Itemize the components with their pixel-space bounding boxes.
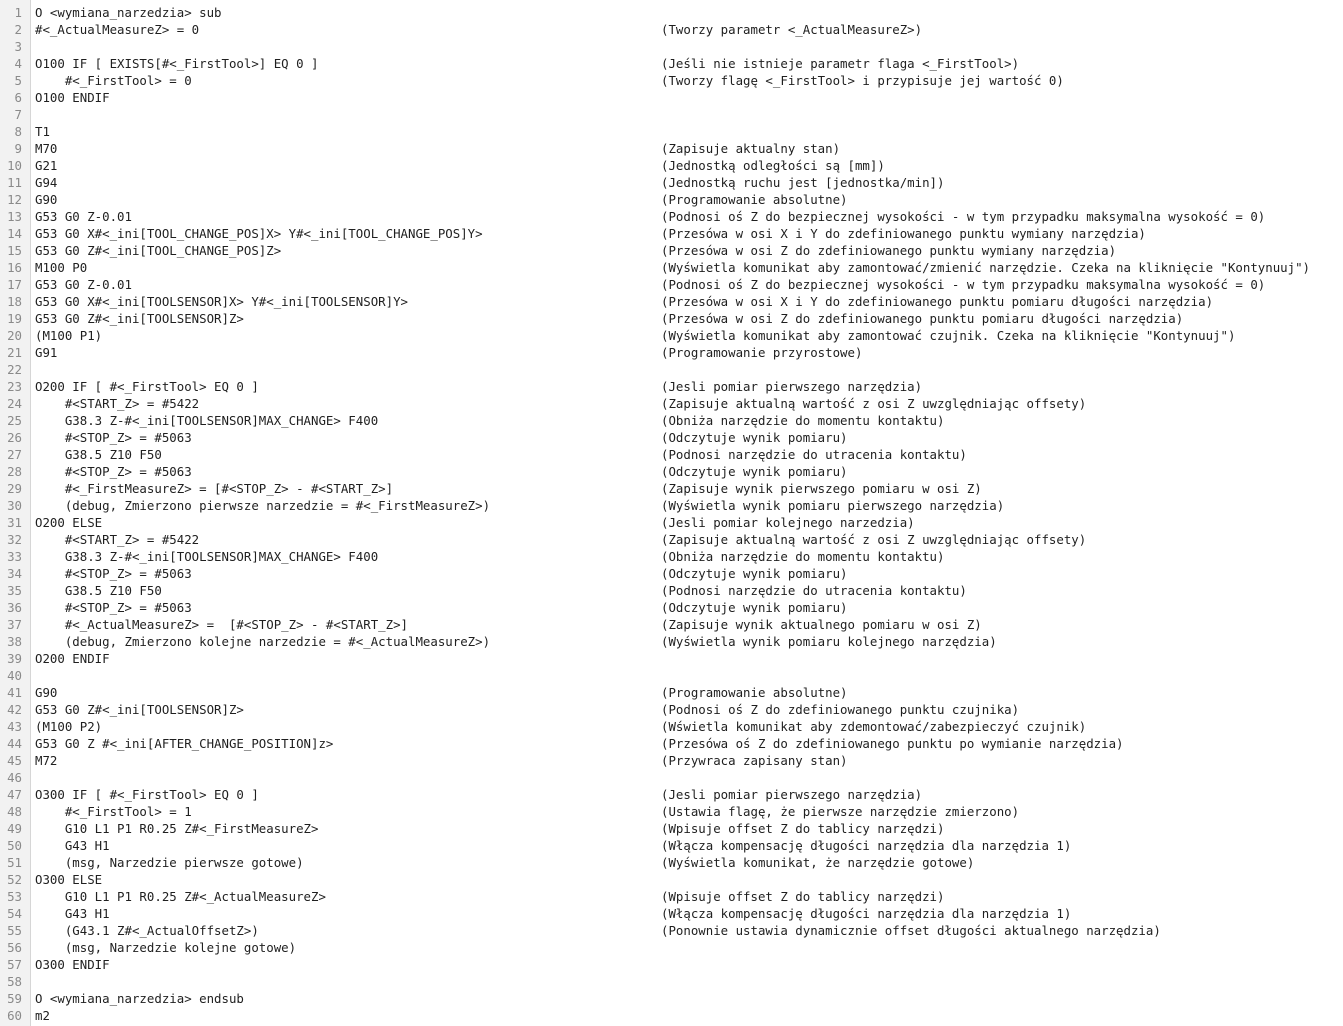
code-comment[interactable]: (Wyświetla komunikat aby zamontować czujnik. Czeka na kliknięcie "Kontynuuj"): [661, 328, 1236, 343]
line-number: 19: [7, 311, 22, 326]
code-line[interactable]: [0, 89, 1343, 106]
code-comment[interactable]: (Jesli pomiar pierwszego narzędzia): [661, 787, 923, 802]
code-line[interactable]: [0, 157, 1343, 174]
code-comment[interactable]: (Podnosi narzędzie do utracenia kontaktu): [661, 583, 967, 598]
line-number: 54: [7, 906, 22, 921]
code-line[interactable]: [0, 718, 1343, 735]
code-comment[interactable]: (Przesówa w osi Z do zdefiniowanego punktu pomiaru długości narzędzia): [661, 311, 1184, 326]
code-line[interactable]: [0, 361, 1343, 378]
code-comment[interactable]: (Obniża narzędzie do momentu kontaktu): [661, 549, 945, 564]
code-comment[interactable]: (Przesówa w osi X i Y do zdefiniowanego punktu wymiany narzędzia): [661, 226, 1146, 241]
code-comment[interactable]: (Wyświetla komunikat aby zamontować/zmienić narzędzie. Czeka na kliknięcie "Kontynuuj"): [661, 260, 1311, 275]
code-comment[interactable]: (Przywraca zapisany stan): [661, 753, 848, 768]
line-number: 38: [7, 634, 22, 649]
code-line[interactable]: [0, 701, 1343, 718]
line-number: 28: [7, 464, 22, 479]
code-line[interactable]: [0, 837, 1343, 854]
code-comment[interactable]: (Odczytuje wynik pomiaru): [661, 430, 848, 445]
code-text[interactable]: T1: [35, 124, 50, 139]
code-text[interactable]: O200 ELSE: [35, 515, 103, 530]
line-number: 11: [7, 175, 22, 190]
code-line[interactable]: [0, 293, 1343, 310]
line-number: 59: [7, 991, 22, 1006]
line-number: 43: [7, 719, 22, 734]
line-number: 26: [7, 430, 22, 445]
line-number: 48: [7, 804, 22, 819]
code-line[interactable]: [0, 429, 1343, 446]
code-text[interactable]: M70: [35, 141, 58, 156]
code-comment[interactable]: (Tworzy parametr <_ActualMeasureZ>): [661, 22, 923, 37]
line-number: 5: [14, 73, 22, 88]
line-number: 42: [7, 702, 22, 717]
code-comment[interactable]: (Zapisuje wynik pierwszego pomiaru w osi Z): [661, 481, 982, 496]
code-comment[interactable]: (Włącza kompensację długości narzędzia dla narzędzia 1): [661, 838, 1072, 853]
code-line[interactable]: [0, 820, 1343, 837]
line-number: 21: [7, 345, 22, 360]
line-number: 39: [7, 651, 22, 666]
code-text[interactable]: G10 L1 P1 R0.25 Z#<_FirstMeasureZ>: [35, 821, 319, 836]
code-line[interactable]: [0, 854, 1343, 871]
code-text[interactable]: G53 G0 X#<_ini[TOOLSENSOR]X> Y#<_ini[TOOLSENSOR]Y>: [35, 294, 408, 309]
line-number: 8: [14, 124, 22, 139]
code-text[interactable]: #<_FirstTool> = 1: [35, 804, 192, 819]
code-line[interactable]: [0, 4, 1343, 21]
code-line[interactable]: [0, 531, 1343, 548]
code-text[interactable]: #<_FirstMeasureZ> = [#<STOP_Z> - #<START_Z>]: [35, 481, 394, 496]
code-line[interactable]: [0, 599, 1343, 616]
line-number: 13: [7, 209, 22, 224]
code-text[interactable]: O200 ENDIF: [35, 651, 110, 666]
code-text[interactable]: (M100 P2): [35, 719, 103, 734]
code-comment[interactable]: (Jesli pomiar pierwszego narzędzia): [661, 379, 923, 394]
code-line[interactable]: [0, 650, 1343, 667]
code-comment[interactable]: (Odczytuje wynik pomiaru): [661, 464, 848, 479]
code-line[interactable]: [0, 463, 1343, 480]
line-number: 49: [7, 821, 22, 836]
code-comment[interactable]: (Podnosi narzędzie do utracenia kontaktu): [661, 447, 967, 462]
line-number: 15: [7, 243, 22, 258]
code-text[interactable]: M72: [35, 753, 58, 768]
line-number: 34: [7, 566, 22, 581]
code-line[interactable]: [0, 1007, 1343, 1024]
code-text[interactable]: G21: [35, 158, 58, 173]
code-comment[interactable]: (Włącza kompensację długości narzędzia dla narzędzia 1): [661, 906, 1072, 921]
code-line[interactable]: [0, 735, 1343, 752]
code-text[interactable]: #<STOP_Z> = #5063: [35, 464, 192, 479]
code-comment[interactable]: (Podnosi oś Z do bezpiecznej wysokości - w tym przypadku maksymalna wysokość = 0): [661, 277, 1266, 292]
code-comment[interactable]: (Obniża narzędzie do momentu kontaktu): [661, 413, 945, 428]
code-text[interactable]: #<START_Z> = #5422: [35, 532, 200, 547]
code-comment[interactable]: (Ustawia flagę, że pierwsze narzędzie zmierzono): [661, 804, 1020, 819]
code-text[interactable]: #<_ActualMeasureZ> = 0: [35, 22, 200, 37]
code-comment[interactable]: (Wpisuje offset Z do tablicy narzędzi): [661, 821, 945, 836]
code-text[interactable]: G10 L1 P1 R0.25 Z#<_ActualMeasureZ>: [35, 889, 326, 904]
code-text[interactable]: (G43.1 Z#<_ActualOffsetZ>): [35, 923, 259, 938]
code-comment[interactable]: (Jeśli nie istnieje parametr flaga <_FirstTool>): [661, 56, 1020, 71]
line-number: 45: [7, 753, 22, 768]
code-comment[interactable]: (Odczytuje wynik pomiaru): [661, 566, 848, 581]
code-text[interactable]: (msg, Narzedzie pierwsze gotowe): [35, 855, 304, 870]
code-text[interactable]: O300 IF [ #<_FirstTool> EQ 0 ]: [35, 787, 259, 802]
line-number: 18: [7, 294, 22, 309]
code-line[interactable]: [0, 259, 1343, 276]
code-comment[interactable]: (Wpisuje offset Z do tablicy narzędzi): [661, 889, 945, 904]
code-line[interactable]: [0, 327, 1343, 344]
code-line[interactable]: [0, 514, 1343, 531]
code-line[interactable]: [0, 803, 1343, 820]
code-line[interactable]: [0, 582, 1343, 599]
code-line[interactable]: [0, 310, 1343, 327]
code-line[interactable]: [0, 633, 1343, 650]
code-comment[interactable]: (Przesówa w osi X i Y do zdefiniowanego punktu pomiaru długości narzędzia): [661, 294, 1214, 309]
line-number: 50: [7, 838, 22, 853]
code-line[interactable]: [0, 888, 1343, 905]
code-line[interactable]: [0, 208, 1343, 225]
code-text[interactable]: G38.3 Z-#<_ini[TOOLSENSOR]MAX_CHANGE> F400: [35, 549, 379, 564]
code-text[interactable]: G38.5 Z10 F50: [35, 447, 162, 462]
line-number: 20: [7, 328, 22, 343]
code-line[interactable]: [0, 123, 1343, 140]
code-comment[interactable]: (Wyświetla wynik pomiaru kolejnego narzędzia): [661, 634, 997, 649]
line-number: 17: [7, 277, 22, 292]
code-comment[interactable]: (Jednostką ruchu jest [jednostka/min]): [661, 175, 945, 190]
code-text[interactable]: m2: [35, 1008, 50, 1023]
code-line[interactable]: [0, 446, 1343, 463]
line-number: 40: [7, 668, 22, 683]
code-text[interactable]: #<STOP_Z> = #5063: [35, 600, 192, 615]
code-comment[interactable]: (Zapisuje aktualną wartość z osi Z uwzględniając offsety): [661, 396, 1087, 411]
code-line[interactable]: [0, 939, 1343, 956]
line-number: 10: [7, 158, 22, 173]
line-number: 9: [14, 141, 22, 156]
code-line[interactable]: [0, 752, 1343, 769]
code-text[interactable]: G43 H1: [35, 906, 110, 921]
line-number: 29: [7, 481, 22, 496]
code-line[interactable]: [0, 616, 1343, 633]
line-number: 22: [7, 362, 22, 377]
code-comment[interactable]: (Programowanie przyrostowe): [661, 345, 863, 360]
code-line[interactable]: [0, 905, 1343, 922]
code-comment[interactable]: (Zapisuje aktualną wartość z osi Z uwzględniając offsety): [661, 532, 1087, 547]
code-text[interactable]: O100 IF [ EXISTS[#<_FirstTool>] EQ 0 ]: [35, 56, 319, 71]
line-number: 14: [7, 226, 22, 241]
line-number: 37: [7, 617, 22, 632]
code-text[interactable]: G53 G0 Z-0.01: [35, 209, 132, 224]
code-comment[interactable]: (Programowanie absolutne): [661, 192, 848, 207]
code-text[interactable]: G53 G0 Z #<_ini[AFTER_CHANGE_POSITION]z>: [35, 736, 334, 751]
code-line[interactable]: [0, 242, 1343, 259]
code-line[interactable]: [0, 276, 1343, 293]
code-comment[interactable]: (Wyświetla wynik pomiaru pierwszego narzędzia): [661, 498, 1005, 513]
line-number: 56: [7, 940, 22, 955]
line-number: 7: [14, 107, 22, 122]
code-text[interactable]: #<_ActualMeasureZ> = [#<STOP_Z> - #<START_Z>]: [35, 617, 408, 632]
code-text[interactable]: G38.3 Z-#<_ini[TOOLSENSOR]MAX_CHANGE> F400: [35, 413, 379, 428]
line-number: 47: [7, 787, 22, 802]
line-number: 41: [7, 685, 22, 700]
line-number: 51: [7, 855, 22, 870]
code-text[interactable]: #<STOP_Z> = #5063: [35, 566, 192, 581]
code-text[interactable]: G53 G0 Z#<_ini[TOOLSENSOR]Z>: [35, 702, 244, 717]
code-text[interactable]: (debug, Zmierzono pierwsze narzedzie = #<_FirstMeasureZ>): [35, 498, 491, 513]
code-line[interactable]: [0, 667, 1343, 684]
code-line[interactable]: [0, 225, 1343, 242]
code-text[interactable]: G90: [35, 685, 58, 700]
line-number: 36: [7, 600, 22, 615]
code-line[interactable]: [0, 174, 1343, 191]
code-comment[interactable]: (Zapisuje wynik aktualnego pomiaru w osi Z): [661, 617, 982, 632]
line-number: 52: [7, 872, 22, 887]
code-text[interactable]: #<_FirstTool> = 0: [35, 73, 192, 88]
code-line[interactable]: [0, 378, 1343, 395]
code-lines[interactable]: [0, 4, 1343, 1024]
line-number: 2: [14, 22, 22, 37]
code-comment[interactable]: (Zapisuje aktualny stan): [661, 141, 841, 156]
code-text[interactable]: O300 ELSE: [35, 872, 103, 887]
code-line[interactable]: [0, 956, 1343, 973]
line-number: 1: [14, 5, 22, 20]
code-comment[interactable]: (Tworzy flagę <_FirstTool> i przypisuje jej wartość 0): [661, 73, 1064, 88]
line-number: 32: [7, 532, 22, 547]
code-line[interactable]: [0, 565, 1343, 582]
code-line[interactable]: [0, 548, 1343, 565]
code-text[interactable]: G43 H1: [35, 838, 110, 853]
line-number: 33: [7, 549, 22, 564]
code-line[interactable]: [0, 990, 1343, 1007]
code-line[interactable]: [0, 395, 1343, 412]
code-line[interactable]: [0, 973, 1343, 990]
code-text[interactable]: (M100 P1): [35, 328, 103, 343]
code-line[interactable]: [0, 684, 1343, 701]
code-text[interactable]: O <wymiana_narzedzia> sub: [35, 5, 222, 20]
line-number: 35: [7, 583, 22, 598]
code-comment[interactable]: (Odczytuje wynik pomiaru): [661, 600, 848, 615]
code-text[interactable]: M100 P0: [35, 260, 88, 275]
line-number: 44: [7, 736, 22, 751]
code-text[interactable]: (debug, Zmierzono kolejne narzedzie = #<_ActualMeasureZ>): [35, 634, 491, 649]
line-number: 55: [7, 923, 22, 938]
code-line[interactable]: [0, 922, 1343, 939]
code-line[interactable]: [0, 38, 1343, 55]
line-number: 12: [7, 192, 22, 207]
code-text[interactable]: G91: [35, 345, 58, 360]
code-comment[interactable]: (Jednostką odległości są [mm]): [661, 158, 885, 173]
line-number: 23: [7, 379, 22, 394]
code-comment[interactable]: (Wświetla komunikat aby zdemontować/zabezpieczyć czujnik): [661, 719, 1087, 734]
code-text[interactable]: #<START_Z> = #5422: [35, 396, 200, 411]
code-text[interactable]: O <wymiana_narzedzia> endsub: [35, 991, 244, 1006]
code-comment[interactable]: (Programowanie absolutne): [661, 685, 848, 700]
line-number: 60: [7, 1008, 22, 1023]
code-comment[interactable]: (Podnosi oś Z do bezpiecznej wysokości - w tym przypadku maksymalna wysokość = 0): [661, 209, 1266, 224]
code-line[interactable]: [0, 140, 1343, 157]
code-text[interactable]: #<STOP_Z> = #5063: [35, 430, 192, 445]
code-comment[interactable]: (Wyświetla komunikat, że narzędzie gotowe): [661, 855, 975, 870]
code-line[interactable]: [0, 480, 1343, 497]
code-line[interactable]: [0, 497, 1343, 514]
code-comment[interactable]: (Jesli pomiar kolejnego narzedzia): [661, 515, 915, 530]
line-number: 46: [7, 770, 22, 785]
code-comment[interactable]: (Podnosi oś Z do zdefiniowanego punktu czujnika): [661, 702, 1020, 717]
code-line[interactable]: [0, 412, 1343, 429]
line-number: 53: [7, 889, 22, 904]
code-line[interactable]: [0, 191, 1343, 208]
code-line[interactable]: [0, 871, 1343, 888]
code-comment[interactable]: (Przesówa w osi Z do zdefiniowanego punktu wymiany narzędzia): [661, 243, 1117, 258]
code-text[interactable]: G53 G0 Z-0.01: [35, 277, 132, 292]
line-number: 3: [14, 39, 22, 54]
code-line[interactable]: [0, 55, 1343, 72]
code-comment[interactable]: (Ponownie ustawia dynamicznie offset długości aktualnego narzędzia): [661, 923, 1161, 938]
code-text[interactable]: G94: [35, 175, 58, 190]
line-number: 25: [7, 413, 22, 428]
line-number: 24: [7, 396, 22, 411]
code-line[interactable]: [0, 344, 1343, 361]
code-text[interactable]: G90: [35, 192, 58, 207]
code-line[interactable]: [0, 106, 1343, 123]
code-text[interactable]: G53 G0 Z#<_ini[TOOL_CHANGE_POS]Z>: [35, 243, 282, 258]
code-line[interactable]: [0, 786, 1343, 803]
code-text[interactable]: G53 G0 X#<_ini[TOOL_CHANGE_POS]X> Y#<_ini[TOOL_CHANGE_POS]Y>: [35, 226, 483, 241]
code-text[interactable]: G38.5 Z10 F50: [35, 583, 162, 598]
line-number: 27: [7, 447, 22, 462]
code-text[interactable]: G53 G0 Z#<_ini[TOOLSENSOR]Z>: [35, 311, 244, 326]
line-number: 31: [7, 515, 22, 530]
code-line[interactable]: [0, 72, 1343, 89]
line-number: 57: [7, 957, 22, 972]
code-line[interactable]: [0, 21, 1343, 38]
code-text[interactable]: O100 ENDIF: [35, 90, 110, 105]
line-number: 4: [14, 56, 22, 71]
code-comment[interactable]: (Przesówa oś Z do zdefiniowanego punktu po wymianie narzędzia): [661, 736, 1124, 751]
code-text[interactable]: O300 ENDIF: [35, 957, 110, 972]
code-text[interactable]: (msg, Narzedzie kolejne gotowe): [35, 940, 297, 955]
code-line[interactable]: [0, 769, 1343, 786]
line-number: 58: [7, 974, 22, 989]
line-number: 30: [7, 498, 22, 513]
line-number: 6: [14, 90, 22, 105]
code-text[interactable]: O200 IF [ #<_FirstTool> EQ 0 ]: [35, 379, 259, 394]
line-number: 16: [7, 260, 22, 275]
